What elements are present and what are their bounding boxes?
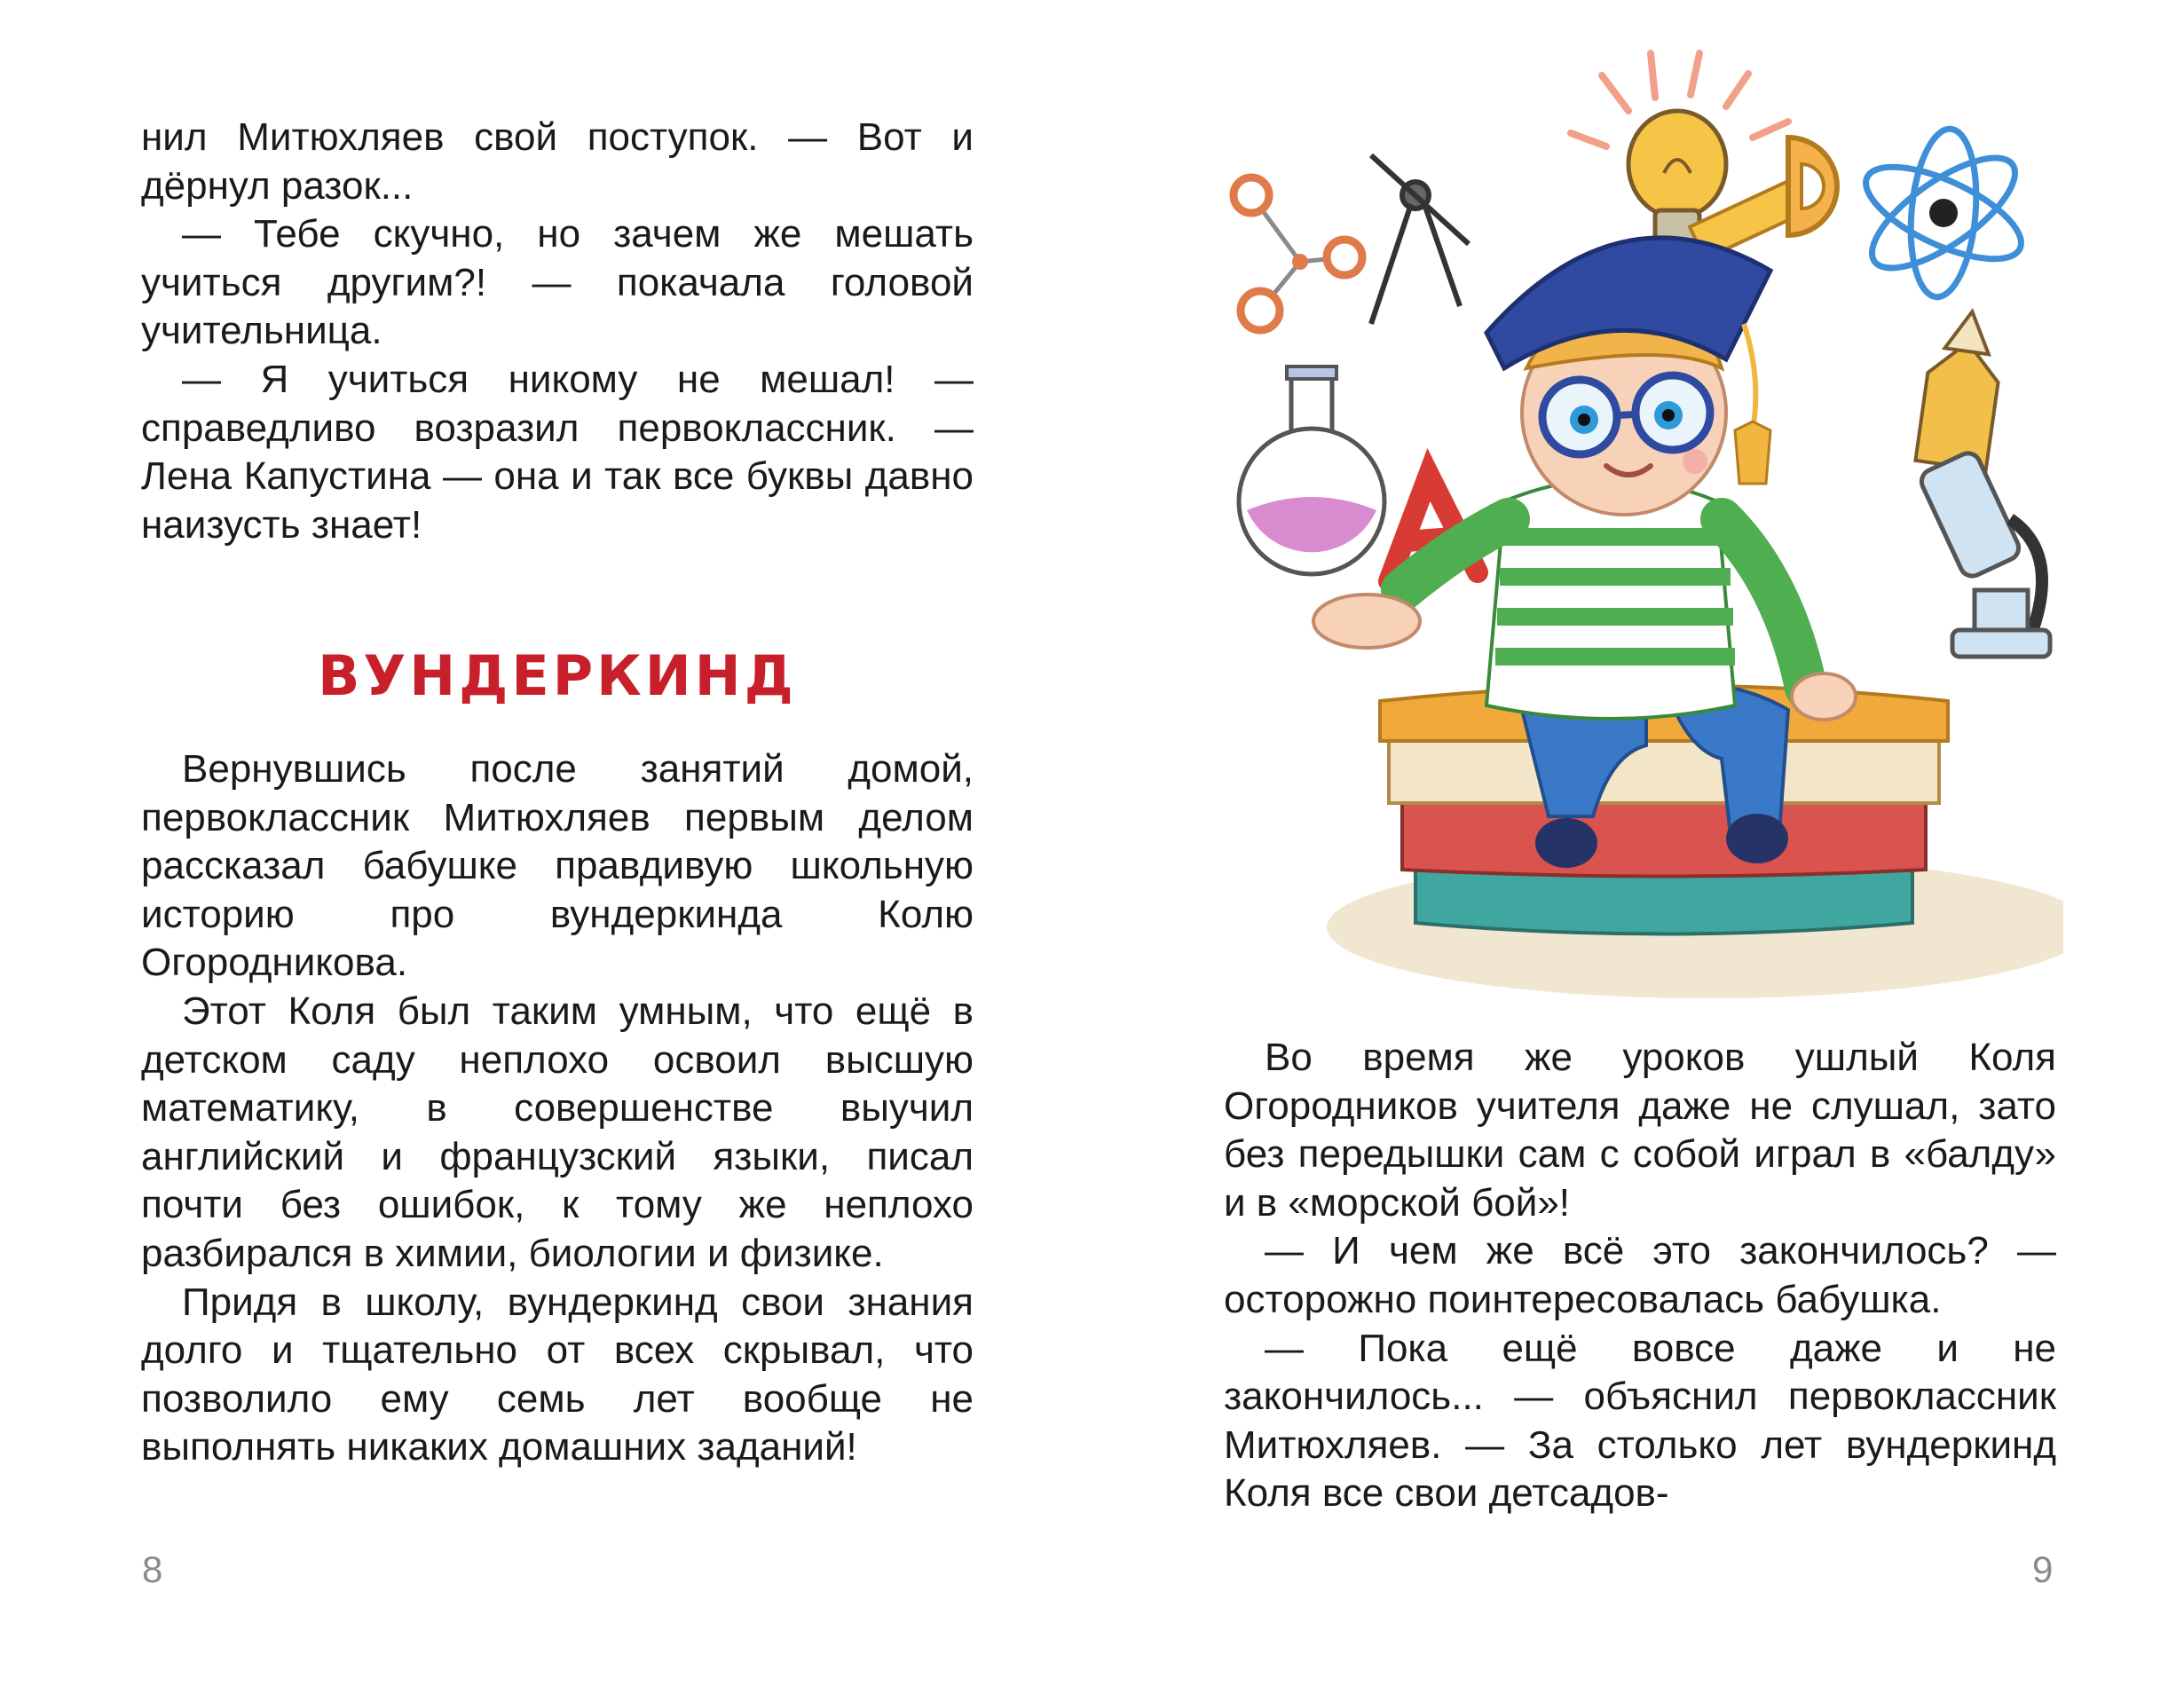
- paragraph: Этот Коля был таким умным, что ещё в детском саду неплохо освоил высшую математику, в совершенстве выучил английский и французский языки, писал почти без ошибок, к тому же неплохо разбирался в химии, биологии и физике.: [141, 989, 974, 1275]
- paragraph: — Пока ещё вовсе даже и не закончилось... — объяснил первоклассник Митюхляев. — За столько лет вундеркинд Коля все свои детсадов-: [1224, 1326, 2056, 1516]
- microscope-icon: [1918, 449, 2050, 657]
- books-stack: [1380, 686, 1948, 934]
- paragraph: — Я учиться никому не мешал! — справедливо возразил первоклассник. — Лена Капустина — она и так все буквы давно наизусть знает!: [141, 357, 974, 547]
- paragraph: нил Митюхляев свой поступок. — Вот и дёрнул разок...: [141, 115, 974, 208]
- paragraph: Во время же уроков ушлый Коля Огородников учителя даже не слушал, зато без передышки сам с собой играл в «балду» и в «морской бой»!: [1224, 1036, 2056, 1225]
- illustration-boy-on-books: [1211, 40, 2063, 1016]
- page-number: 8: [142, 1548, 163, 1590]
- continuation-text: [141, 114, 974, 549]
- paragraph: — И чем же всё это закончилось? — осторожно поинтересовалась бабушка.: [1224, 1229, 2056, 1321]
- compass-icon: [1371, 155, 1469, 324]
- paragraph: — Тебе скучно, но зачем же мешать учиться другим?! — покачала головой учительница.: [141, 212, 974, 353]
- chapter-body-text: [141, 745, 974, 1472]
- paragraph: Придя в школу, вундеркинд свои знания долго и тщательно от всех скрывал, что позволило ему семь лет вообще не выполнять никаких домашних заданий!: [141, 1280, 974, 1469]
- paragraph: Вернувшись после занятий домой, первоклассник Митюхляев первым делом рассказал бабушке правдивую школьную историю про вундеркинда Колю Огородникова.: [141, 747, 974, 985]
- molecule-icon: [1234, 177, 1362, 330]
- body-text: [1224, 1034, 2056, 1518]
- page-number: 9: [2032, 1548, 2054, 1590]
- pencil-icon: [1915, 309, 2003, 470]
- chapter-title: ВУНДЕРКИНД: [318, 643, 797, 708]
- atom-icon: [1854, 126, 2034, 300]
- flask-icon: [1239, 366, 1384, 574]
